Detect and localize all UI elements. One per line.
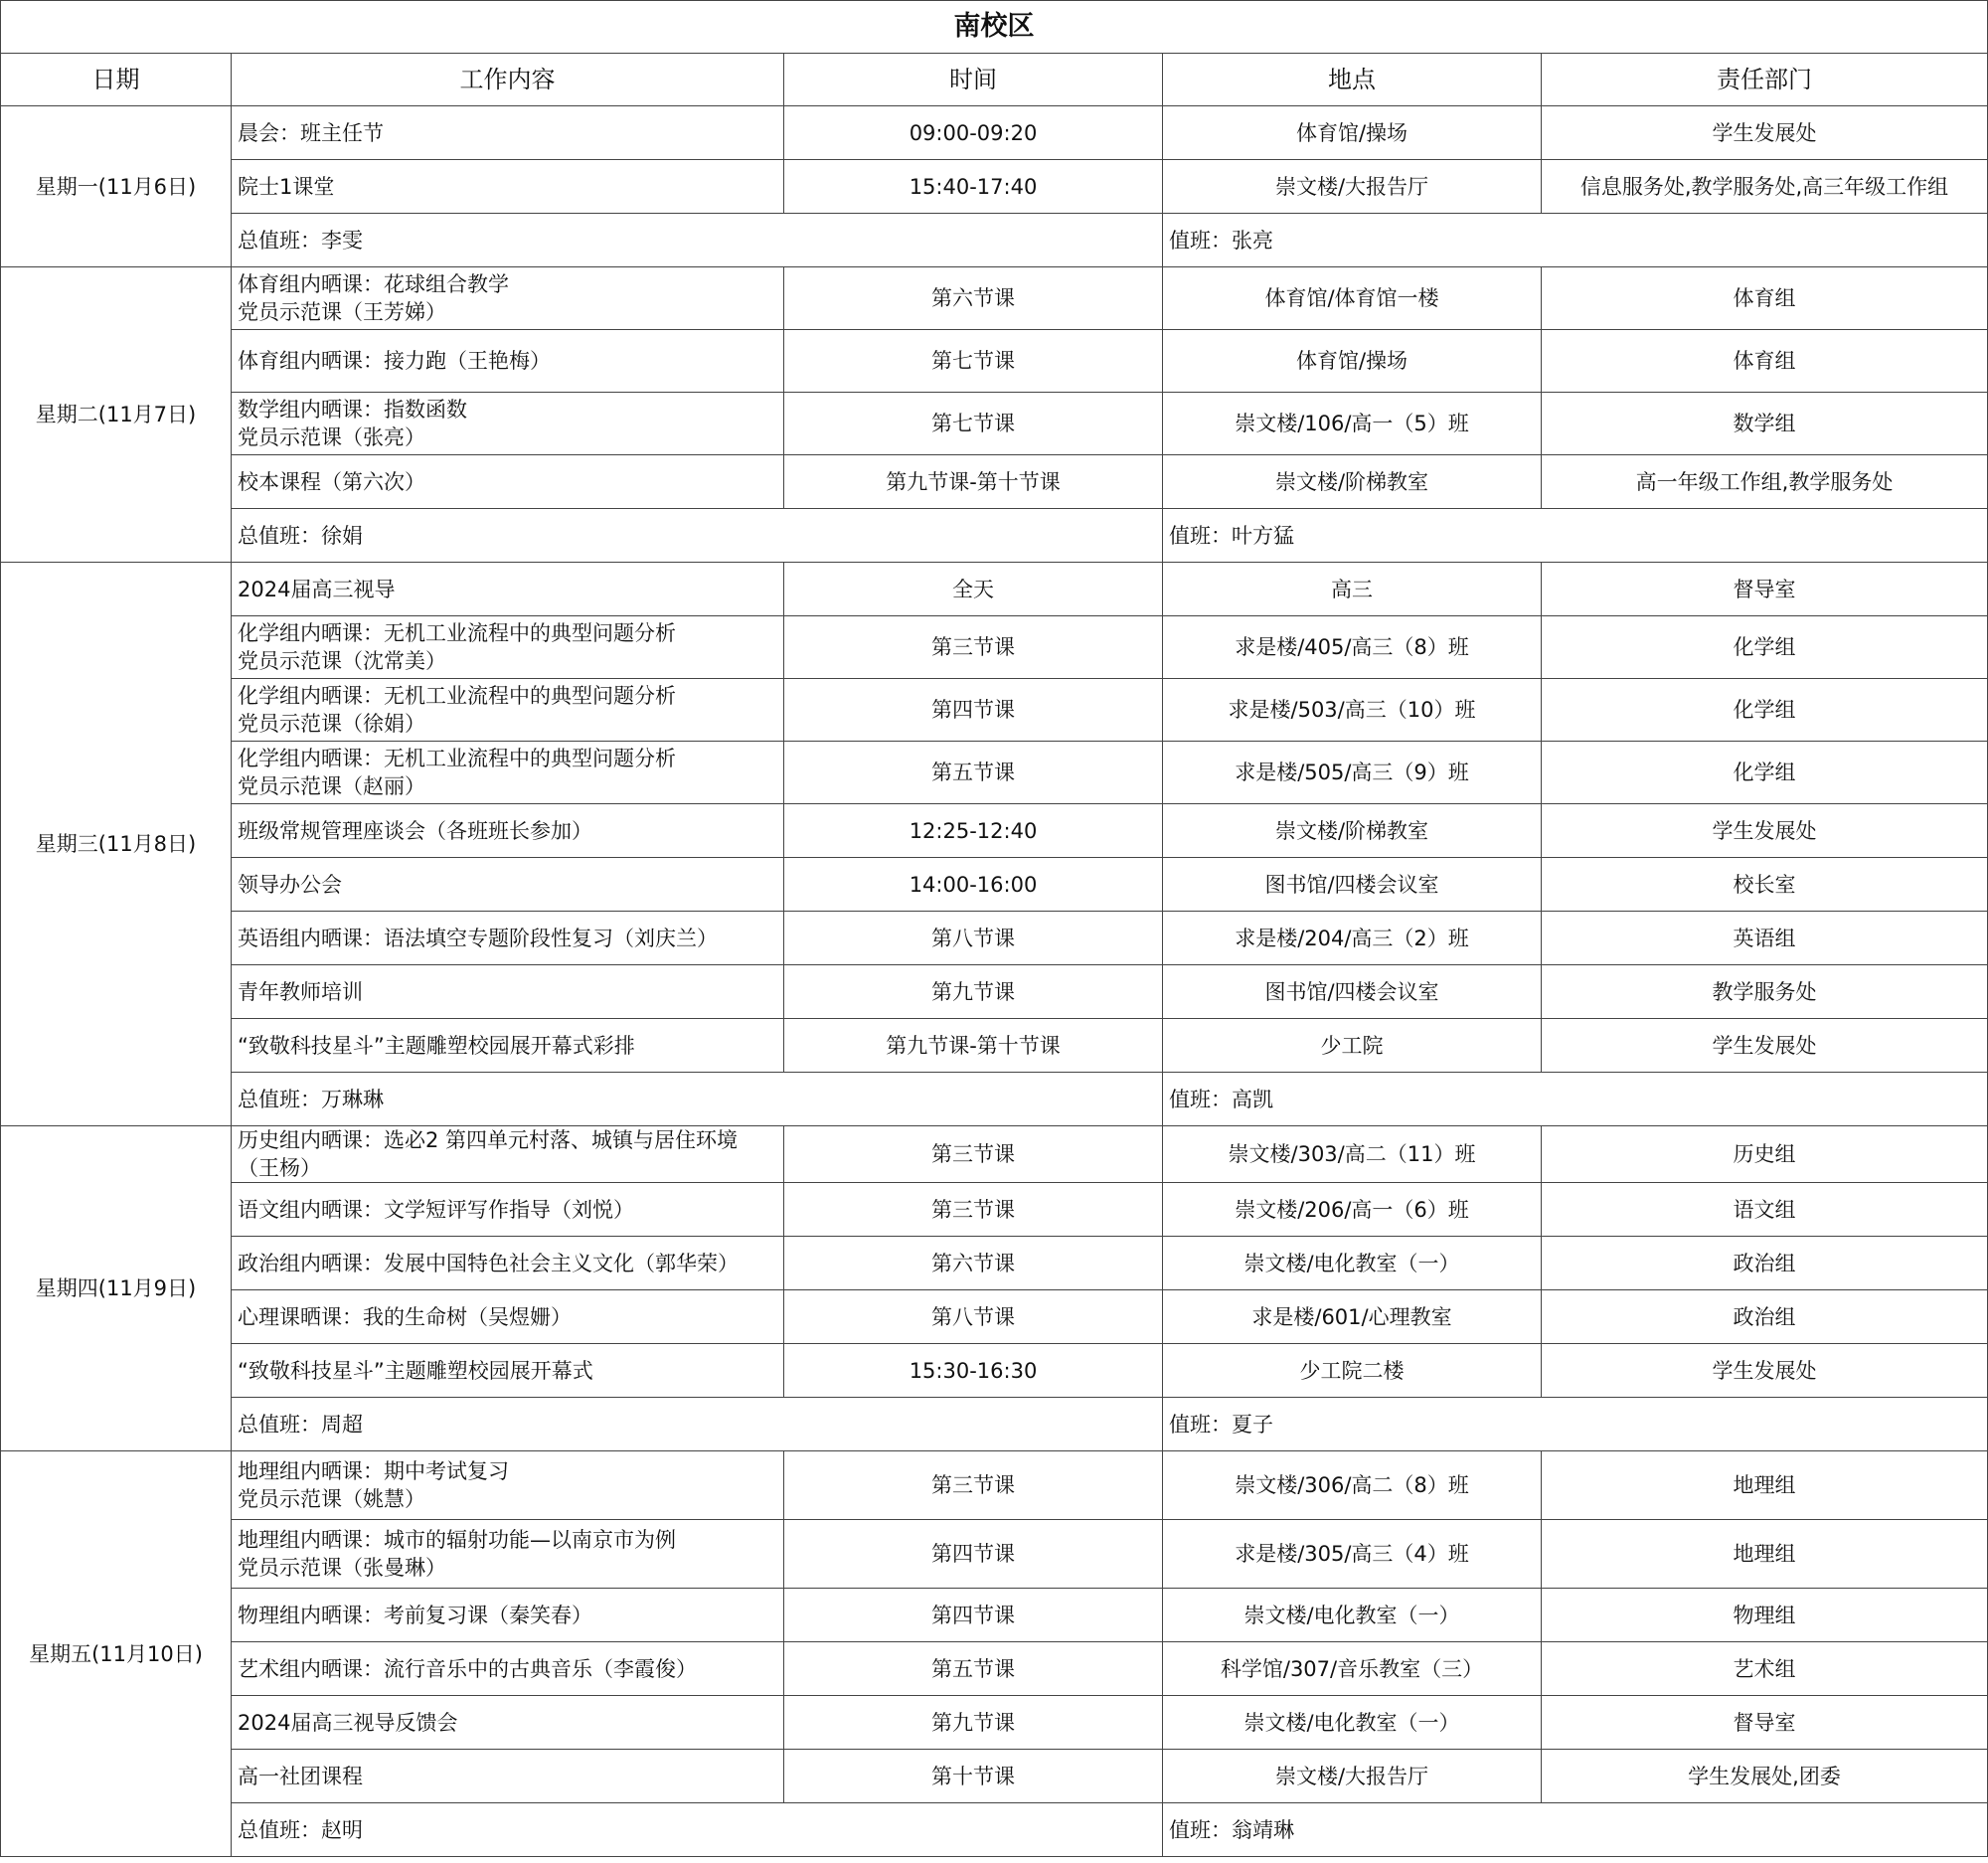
cell-place: 崇文楼/303/高二（11）班: [1163, 1126, 1542, 1183]
table-row: [1, 393, 1988, 455]
cell-dept: 物理组: [1542, 1589, 1988, 1642]
cell-time: 第九节课: [784, 965, 1163, 1019]
cell-content: 2024届高三视导: [232, 563, 784, 616]
cell-time: 第七节课: [784, 330, 1163, 393]
table-row: [1, 1237, 1988, 1290]
duty-main: 总值班：赵明: [232, 1803, 1163, 1857]
day-label: 星期三(11月8日): [1, 563, 232, 1126]
duty-main: 总值班：徐娟: [232, 509, 1163, 563]
cell-time: 09:00-09:20: [784, 106, 1163, 160]
table-row: [1, 679, 1988, 742]
cell-time: 第四节课: [784, 1589, 1163, 1642]
cell-place: 崇文楼/106/高一（5）班: [1163, 393, 1542, 455]
cell-content: 地理组内晒课：城市的辐射功能—以南京市为例 党员示范课（张曼琳）: [232, 1520, 784, 1589]
cell-time: 14:00-16:00: [784, 858, 1163, 912]
cell-place: 图书馆/四楼会议室: [1163, 858, 1542, 912]
cell-place: 求是楼/204/高三（2）班: [1163, 912, 1542, 965]
cell-place: 崇文楼/电化教室（一）: [1163, 1589, 1542, 1642]
cell-dept: 艺术组: [1542, 1642, 1988, 1696]
table-row: [1, 1750, 1988, 1803]
table-row: [1, 1183, 1988, 1237]
duty-officer: 值班：张亮: [1163, 214, 1988, 267]
cell-place: 崇文楼/306/高二（8）班: [1163, 1451, 1542, 1520]
table-row: [1, 912, 1988, 965]
cell-time: 第八节课: [784, 1290, 1163, 1344]
cell-dept: 信息服务处,教学服务处,高三年级工作组: [1542, 160, 1988, 214]
table-row: [1, 1589, 1988, 1642]
cell-dept: 化学组: [1542, 742, 1988, 804]
cell-dept: 数学组: [1542, 393, 1988, 455]
cell-dept: 体育组: [1542, 330, 1988, 393]
duty-main: 总值班：万琳琳: [232, 1073, 1163, 1126]
cell-time: 15:30-16:30: [784, 1344, 1163, 1398]
cell-place: 崇文楼/电化教室（一）: [1163, 1237, 1542, 1290]
cell-content: 化学组内晒课：无机工业流程中的典型问题分析 党员示范课（赵丽）: [232, 742, 784, 804]
cell-dept: 学生发展处: [1542, 1019, 1988, 1073]
cell-dept: 历史组: [1542, 1126, 1988, 1183]
day-label: 星期四(11月9日): [1, 1126, 232, 1451]
header-date: 日期: [1, 54, 232, 106]
day-label: 星期五(11月10日): [1, 1451, 232, 1857]
cell-dept: 教学服务处: [1542, 965, 1988, 1019]
cell-time: 第三节课: [784, 1183, 1163, 1237]
table-row: [1, 1451, 1988, 1520]
cell-place: 崇文楼/阶梯教室: [1163, 455, 1542, 509]
cell-content: 体育组内晒课：接力跑（王艳梅）: [232, 330, 784, 393]
cell-place: 少工院二楼: [1163, 1344, 1542, 1398]
table-row: [1, 1344, 1988, 1398]
cell-content: 化学组内晒课：无机工业流程中的典型问题分析 党员示范课（沈常美）: [232, 616, 784, 679]
cell-content: 物理组内晒课：考前复习课（秦笑春）: [232, 1589, 784, 1642]
table-row: [1, 1290, 1988, 1344]
cell-place: 科学馆/307/音乐教室（三）: [1163, 1642, 1542, 1696]
cell-content: 化学组内晒课：无机工业流程中的典型问题分析 党员示范课（徐娟）: [232, 679, 784, 742]
cell-content: “致敬科技星斗”主题雕塑校园展开幕式: [232, 1344, 784, 1398]
table-row: [1, 742, 1988, 804]
cell-content: 英语组内晒课：语法填空专题阶段性复习（刘庆兰）: [232, 912, 784, 965]
duty-officer: 值班：高凯: [1163, 1073, 1988, 1126]
cell-place: 崇文楼/阶梯教室: [1163, 804, 1542, 858]
table-row: [1, 106, 1988, 160]
schedule-body: [1, 106, 1988, 1857]
cell-place: 求是楼/405/高三（8）班: [1163, 616, 1542, 679]
table-row: [1, 616, 1988, 679]
table-row: [1, 1019, 1988, 1073]
cell-place: 图书馆/四楼会议室: [1163, 965, 1542, 1019]
cell-time: 第七节课: [784, 393, 1163, 455]
cell-time: 第四节课: [784, 679, 1163, 742]
table-row: [1, 965, 1988, 1019]
cell-place: 体育馆/体育馆一楼: [1163, 267, 1542, 330]
duty-officer: 值班：翁靖琳: [1163, 1803, 1988, 1857]
cell-time: 15:40-17:40: [784, 160, 1163, 214]
cell-dept: 校长室: [1542, 858, 1988, 912]
cell-content: 高一社团课程: [232, 1750, 784, 1803]
header-row: [1, 54, 1988, 106]
cell-content: 2024届高三视导反馈会: [232, 1696, 784, 1750]
header-content: 工作内容: [232, 54, 784, 106]
cell-dept: 地理组: [1542, 1451, 1988, 1520]
table-row: [1, 267, 1988, 330]
cell-dept: 督导室: [1542, 563, 1988, 616]
table-row: [1, 455, 1988, 509]
cell-dept: 政治组: [1542, 1237, 1988, 1290]
table-row: [1, 1520, 1988, 1589]
header-dept: 责任部门: [1542, 54, 1988, 106]
cell-place: 求是楼/601/心理教室: [1163, 1290, 1542, 1344]
header-place: 地点: [1163, 54, 1542, 106]
duty-row: [1, 214, 1988, 267]
cell-place: 崇文楼/206/高一（6）班: [1163, 1183, 1542, 1237]
table-row: [1, 330, 1988, 393]
duty-row: [1, 509, 1988, 563]
cell-content: 领导办公会: [232, 858, 784, 912]
cell-content: 地理组内晒课：期中考试复习 党员示范课（姚慧）: [232, 1451, 784, 1520]
cell-time: 第五节课: [784, 742, 1163, 804]
cell-content: 晨会：班主任节: [232, 106, 784, 160]
cell-content: 心理课晒课：我的生命树（吴煜姗）: [232, 1290, 784, 1344]
duty-row: [1, 1398, 1988, 1451]
duty-row: [1, 1073, 1988, 1126]
day-label: 星期一(11月6日): [1, 106, 232, 267]
cell-time: 第九节课: [784, 1696, 1163, 1750]
cell-time: 第九节课-第十节课: [784, 1019, 1163, 1073]
cell-time: 第五节课: [784, 1642, 1163, 1696]
cell-place: 高三: [1163, 563, 1542, 616]
table-row: [1, 1642, 1988, 1696]
cell-time: 第六节课: [784, 267, 1163, 330]
table-row: [1, 1126, 1988, 1183]
table-row: [1, 804, 1988, 858]
cell-content: 数学组内晒课：指数函数 党员示范课（张亮）: [232, 393, 784, 455]
cell-content: “致敬科技星斗”主题雕塑校园展开幕式彩排: [232, 1019, 784, 1073]
cell-dept: 体育组: [1542, 267, 1988, 330]
cell-time: 第八节课: [784, 912, 1163, 965]
duty-officer: 值班：叶方猛: [1163, 509, 1988, 563]
cell-dept: 化学组: [1542, 616, 1988, 679]
table-row: [1, 1696, 1988, 1750]
cell-place: 崇文楼/大报告厅: [1163, 1750, 1542, 1803]
cell-dept: 政治组: [1542, 1290, 1988, 1344]
cell-content: 体育组内晒课：花球组合教学 党员示范课（王芳娣）: [232, 267, 784, 330]
day-label: 星期二(11月7日): [1, 267, 232, 563]
cell-place: 少工院: [1163, 1019, 1542, 1073]
cell-content: 班级常规管理座谈会（各班班长参加）: [232, 804, 784, 858]
duty-officer: 值班：夏子: [1163, 1398, 1988, 1451]
cell-time: 第十节课: [784, 1750, 1163, 1803]
cell-content: 校本课程（第六次）: [232, 455, 784, 509]
cell-place: 崇文楼/大报告厅: [1163, 160, 1542, 214]
table-row: [1, 858, 1988, 912]
cell-time: 第三节课: [784, 616, 1163, 679]
cell-content: 青年教师培训: [232, 965, 784, 1019]
cell-content: 语文组内晒课：文学短评写作指导（刘悦）: [232, 1183, 784, 1237]
duty-main: 总值班：周超: [232, 1398, 1163, 1451]
cell-dept: 学生发展处: [1542, 804, 1988, 858]
cell-dept: 学生发展处,团委: [1542, 1750, 1988, 1803]
cell-time: 12:25-12:40: [784, 804, 1163, 858]
cell-dept: 督导室: [1542, 1696, 1988, 1750]
cell-place: 崇文楼/电化教室（一）: [1163, 1696, 1542, 1750]
cell-content: 历史组内晒课：选必2 第四单元村落、城镇与居住环境 （王杨）: [232, 1126, 784, 1183]
cell-place: 体育馆/操场: [1163, 330, 1542, 393]
page-title: 南校区: [1, 1, 1988, 54]
cell-dept: 学生发展处: [1542, 106, 1988, 160]
cell-place: 求是楼/505/高三（9）班: [1163, 742, 1542, 804]
duty-main: 总值班：李雯: [232, 214, 1163, 267]
duty-row: [1, 1803, 1988, 1857]
cell-content: 院士1课堂: [232, 160, 784, 214]
cell-dept: 英语组: [1542, 912, 1988, 965]
cell-content: 政治组内晒课：发展中国特色社会主义文化（郭华荣）: [232, 1237, 784, 1290]
cell-place: 求是楼/305/高三（4）班: [1163, 1520, 1542, 1589]
cell-time: 第三节课: [784, 1451, 1163, 1520]
cell-time: 全天: [784, 563, 1163, 616]
cell-place: 求是楼/503/高三（10）班: [1163, 679, 1542, 742]
cell-place: 体育馆/操场: [1163, 106, 1542, 160]
cell-time: 第三节课: [784, 1126, 1163, 1183]
cell-dept: 化学组: [1542, 679, 1988, 742]
cell-dept: 语文组: [1542, 1183, 1988, 1237]
table-row: [1, 563, 1988, 616]
cell-time: 第九节课-第十节课: [784, 455, 1163, 509]
cell-time: 第六节课: [784, 1237, 1163, 1290]
cell-dept: 地理组: [1542, 1520, 1988, 1589]
cell-dept: 高一年级工作组,教学服务处: [1542, 455, 1988, 509]
table-row: [1, 160, 1988, 214]
cell-time: 第四节课: [784, 1520, 1163, 1589]
header-time: 时间: [784, 54, 1163, 106]
cell-dept: 学生发展处: [1542, 1344, 1988, 1398]
cell-content: 艺术组内晒课：流行音乐中的古典音乐（李霞俊）: [232, 1642, 784, 1696]
